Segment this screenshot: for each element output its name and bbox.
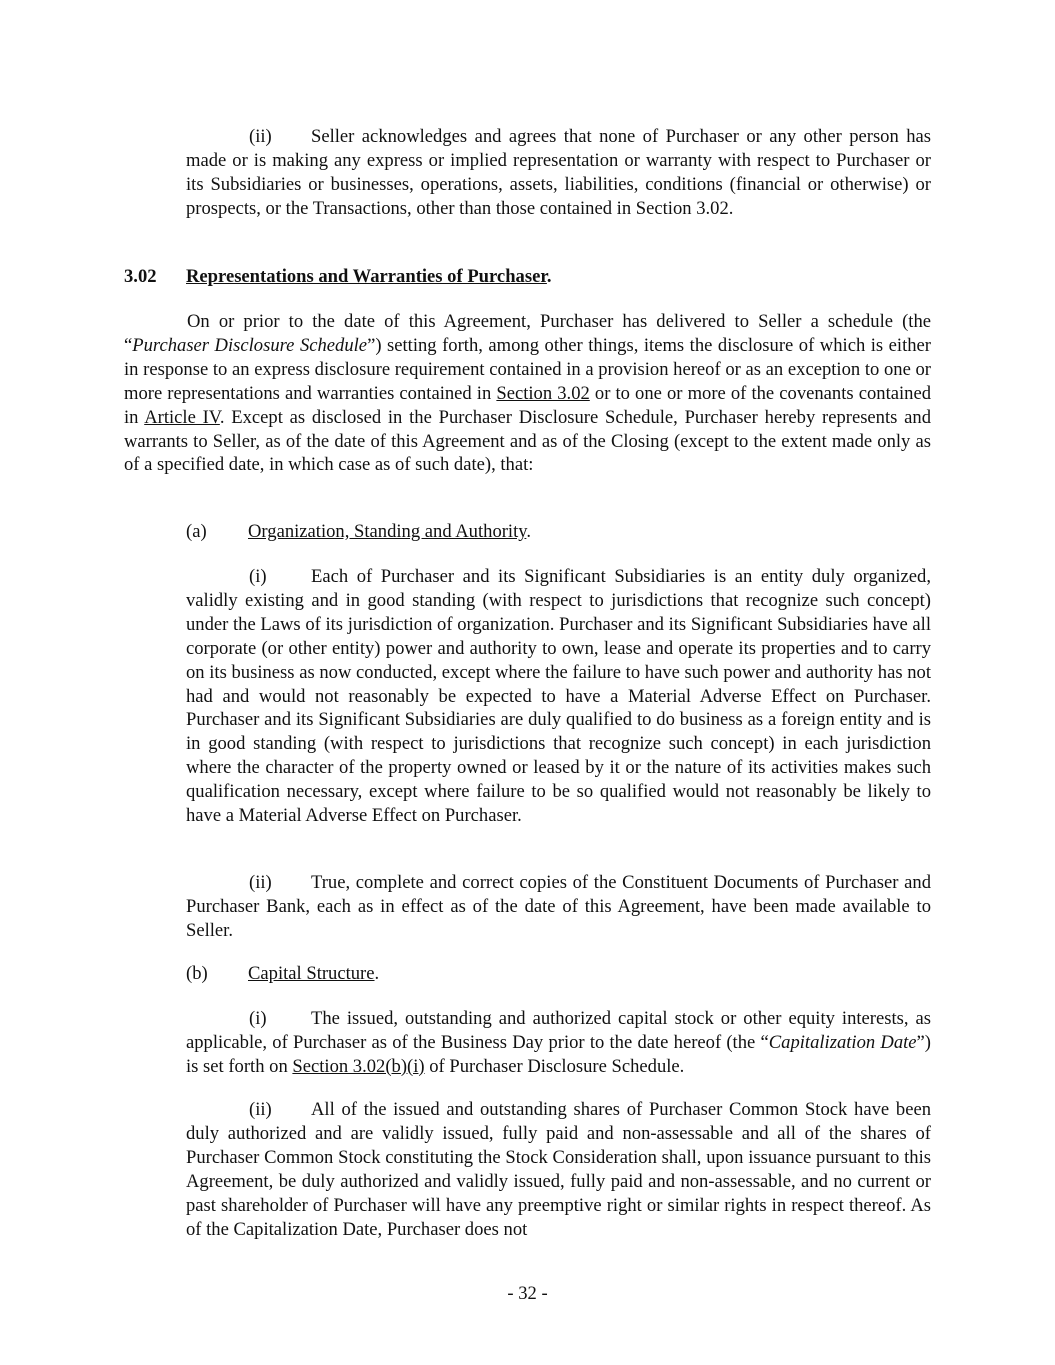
intro-text-2: ”) setting forth, among other things, items the disclosure of which is either in response to an express disclosure requirement contained in a provision hereof or as an exception to one or more representations and warranties contained in [124, 334, 931, 404]
section-title: Representations and Warranties of Purchaser [186, 266, 547, 287]
paragraph-text-1: The issued, outstanding and authorized capital stock or other equity interests, as applicable, of Purchaser as of the Business Day prior to the date hereof (the “ [186, 1008, 931, 1053]
paragraph-text: Each of Purchaser and its Significant Subsidiaries is an entity duly organized, validly existing and in good standing (with respect to jurisdictions that recognize such concept) under the Laws of its jurisdiction of organization. Purchaser and its Significant Subsidiaries have all corporate (or other entity) power and authority to own, lease and operate its properties and to carry on its business as now conducted, except where the failure to have such power and authority has not had and would not reasonably be expected to have a Material Adverse Effect on Purchaser. Purchaser and its Significant Subsidiaries are duly qualified to do business as a foreign entity and is in good standing (with respect to jurisdictions that recognize such concept) in each jurisdiction where the character of the property owned or leased by it or the nature of its activities makes such qualification necessary, except where failure to be so qualified would not reasonably be likely to have a Material Adverse Effect on Purchaser. [186, 566, 931, 827]
section-number: 3.02 [124, 266, 157, 287]
cross-reference-section-3-02-b-i: Section 3.02(b)(i) [292, 1055, 425, 1077]
page-number: - 32 - [507, 1283, 548, 1304]
paragraph-label: (ii) [249, 872, 272, 893]
subsection-label: (a) [186, 521, 207, 542]
intro-text-3: or to one or more of the covenants contained in [124, 382, 931, 428]
paragraph-label: (i) [249, 566, 267, 587]
subsection-title-end: . [526, 521, 532, 542]
subsection-title: Capital Structure [248, 963, 375, 984]
paragraph-label: (ii) [249, 126, 272, 147]
paragraph-text: All of the issued and outstanding shares of Purchaser Common Stock have been duly authorized and are validly issued, fully paid and non-assessable and all of the shares of Purchaser Common Stock constituting the Stock Consideration shall, upon issuance pursuant to this Agreement, be duly authorized and validly issued, fully paid and non-assessable, and no current or past shareholder of Purchaser will have any preemptive right or similar rights in respect thereof. As of the Capitalization Date, Purchaser does not [186, 1099, 931, 1240]
subsection-title-end: . [374, 963, 380, 984]
subsection-heading-b [186, 962, 931, 986]
intro-paragraph [124, 310, 931, 477]
section-heading-3-02 [124, 265, 552, 289]
paragraph-text: Seller acknowledges and agrees that none of Purchaser or any other person has made or is making any express or implied representation or warranty with respect to Purchaser or its Subsidiaries or businesses, operations, assets, liabilities, conditions (financial or otherwise) or prospects, or the Transactions, other than those contained in Section 3.02. [186, 126, 931, 219]
paragraph-label: (ii) [249, 1099, 272, 1120]
paragraph-b-i [186, 1007, 931, 1079]
paragraph-text-2: ”) is set forth on [186, 1031, 931, 1077]
defined-term-capitalization-date: Capitalization Date [768, 1031, 917, 1053]
subsection-title: Organization, Standing and Authority [248, 521, 527, 542]
paragraph-a-i [186, 565, 931, 828]
paragraph-label: (i) [249, 1008, 267, 1029]
cross-reference-section-3-02: Section 3.02 [496, 382, 590, 404]
section-title-end: . [546, 266, 552, 287]
paragraph-text: True, complete and correct copies of the Constituent Documents of Purchaser and Purchaser Bank, each as in effect as of the date of this Agreement, have been made available to Seller. [186, 872, 931, 941]
subsection-heading-a [186, 520, 931, 544]
paragraph-seller-acknowledges [186, 125, 931, 221]
defined-term-purchaser-disclosure-schedule: Purchaser Disclosure Schedule [132, 334, 368, 356]
paragraph-a-ii [186, 871, 931, 943]
subsection-label: (b) [186, 963, 208, 984]
paragraph-text-3: of Purchaser Disclosure Schedule. [424, 1055, 685, 1077]
intro-text-1: On or prior to the date of this Agreement, Purchaser has delivered to Seller a schedule (the “ [124, 311, 931, 356]
cross-reference-article-iv: Article IV [144, 406, 220, 428]
paragraph-b-ii [186, 1098, 931, 1241]
intro-text-4: . Except as disclosed in the Purchaser Disclosure Schedule, Purchaser hereby represents and warrants to Seller, as of the date of this Agreement and as of the Closing (except to the extent made only as of a specified date, in which case as of such date), that: [124, 406, 931, 476]
